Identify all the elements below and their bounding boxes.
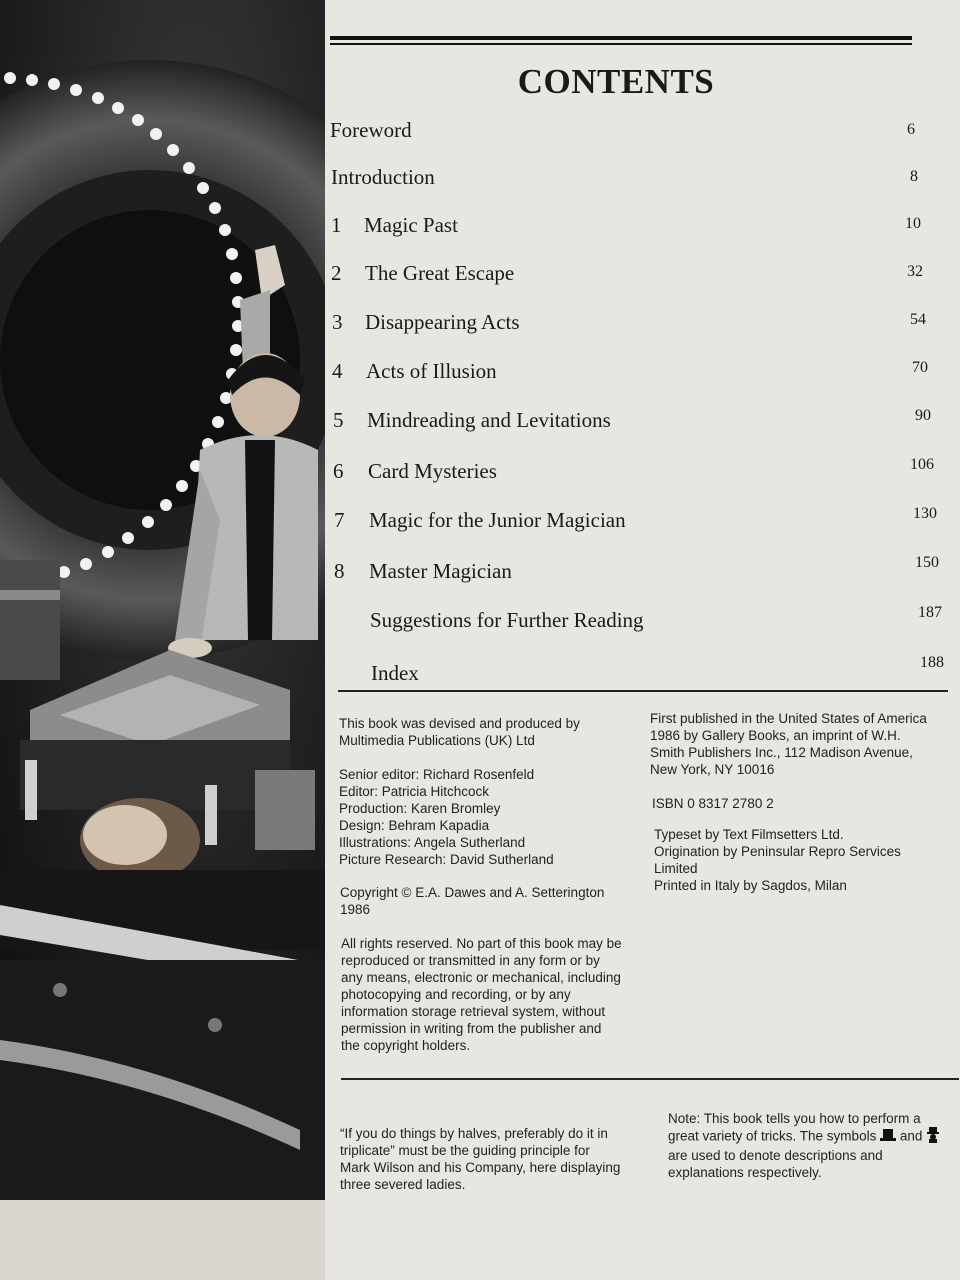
toc-page-number: 188: [920, 654, 944, 671]
toc-number: 8: [334, 559, 345, 583]
isbn-text: ISBN 0 8317 2780 2: [652, 796, 774, 811]
toc-title: Master Magician: [369, 559, 512, 583]
top-rule-thin: [330, 43, 912, 45]
toc-title: Card Mysteries: [368, 459, 497, 483]
section-divider: [338, 690, 948, 692]
produced-by-text: This book was devised and produced by Multimedia Publications (UK) Ltd: [339, 716, 580, 748]
top-hat-icon: [880, 1128, 896, 1146]
toc-number: 1: [331, 213, 342, 237]
toc-title: Disappearing Acts: [365, 310, 520, 334]
first-published-text: First published in the United States of America 1986 by Gallery Books, an imprint of W.H. Smith Publishers Inc., 112 Madison Avenue, New York, NY 10016: [650, 711, 927, 777]
toc-number: 7: [334, 508, 345, 532]
toc-title: Foreword: [330, 118, 412, 142]
photo-caption: “If you do things by halves, preferably do it in triplicate” must be the guiding principle for Mark Wilson and his Company, here displaying three severed ladies.: [340, 1126, 621, 1192]
toc-title: Introduction: [331, 165, 435, 189]
toc-page-number: 130: [913, 505, 937, 522]
rights-text: All rights reserved. No part of this book may be reproduced or transmitted in any form or by any means, electronic or mechanical, including photocopying and recording, or by any information storage retrieval system, without permission in writing from the publisher and the copyright holders.: [341, 936, 622, 1053]
magician-icon: [926, 1127, 940, 1147]
toc-page-number: 150: [915, 554, 939, 571]
toc-number: 3: [332, 310, 343, 334]
toc-number: 2: [331, 261, 342, 285]
toc-title: The Great Escape: [365, 261, 515, 285]
note-text-start: Note: This book tells you how to perform a great variety of tricks. The symbols: [668, 1111, 921, 1144]
typeset-text: Typeset by Text Filmsetters Ltd. Origination by Peninsular Repro Services Limited Printed in Italy by Sagdos, Milan: [654, 827, 901, 893]
toc-page-number: 106: [910, 456, 934, 473]
toc-title: Index: [371, 661, 419, 685]
toc-page-number: 6: [907, 121, 915, 138]
toc-title: Acts of Illusion: [366, 359, 497, 383]
note-text-and: and: [899, 1128, 923, 1144]
toc-title: Magic Past: [364, 213, 458, 237]
contents-page: [325, 0, 960, 1280]
contents-title: CONTENTS: [517, 62, 715, 101]
toc-number: 6: [333, 459, 344, 483]
toc-title: Magic for the Junior Magician: [369, 508, 626, 532]
copyright-text: Copyright © E.A. Dawes and A. Setterington 1986: [340, 885, 605, 917]
toc-page-number: 8: [910, 168, 918, 185]
toc-page-number: 70: [912, 359, 928, 376]
editorial-staff-text: Senior editor: Richard Rosenfeld Editor: Patricia Hitchcock Production: Karen Bromley Design: Behram Kapadia Illustrations: Angela Sutherland Picture Research: David Sutherland: [339, 767, 554, 867]
toc-page-number: 32: [907, 263, 923, 280]
toc-page-number: 90: [915, 407, 931, 424]
magician-photo-illustration: [0, 0, 325, 1200]
toc-number: 5: [333, 408, 344, 432]
symbols-note: [668, 1110, 958, 1181]
bottom-divider: [341, 1078, 959, 1080]
toc-title: Mindreading and Levitations: [367, 408, 611, 432]
toc-page-number: 10: [905, 215, 921, 232]
top-rule: [330, 36, 912, 40]
toc-title: Suggestions for Further Reading: [370, 608, 644, 632]
magician-photo: [0, 0, 325, 1200]
toc-number: 4: [332, 359, 343, 383]
note-text-end: are used to denote descriptions and explanations respectively.: [668, 1148, 883, 1180]
toc-page-number: 54: [910, 311, 926, 328]
toc-page-number: 187: [918, 604, 942, 621]
